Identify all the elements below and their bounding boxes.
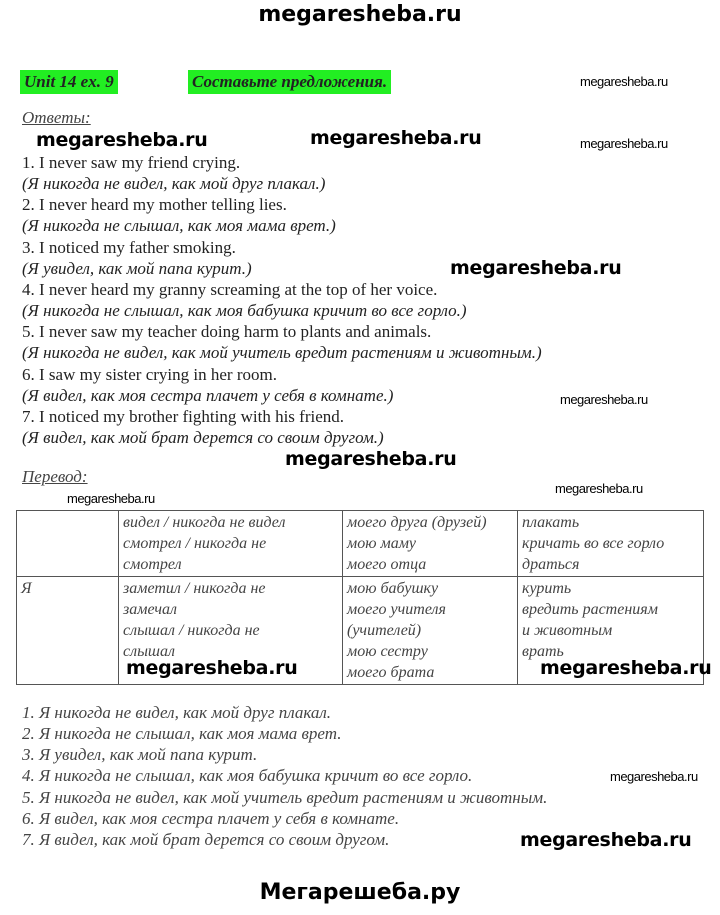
sentence: 3. Я увидел, как мой папа курит. <box>22 745 258 765</box>
sentence: 6. Я видел, как моя сестра плачет у себя в комнате. <box>22 808 400 828</box>
table-cell: видел / никогда не видел смотрел / никогда не смотрел <box>119 511 343 577</box>
sentence: 1. Я никогда не видел, как мой друг плакал. <box>22 703 332 722</box>
answer-ru: (Я никогда не слышал, как моя мама врет.) <box>22 216 336 236</box>
answer-en: 5. I never saw my teacher doing harm to plants and animals. <box>22 322 432 342</box>
answer-ru: (Я видел, как мой брат дерется со своим другом.) <box>22 428 384 448</box>
table-cell: курить вредить растениям и животным врать <box>518 577 704 685</box>
watermark: megaresheba.ru <box>580 74 668 89</box>
translation-heading: Перевод: <box>22 467 88 486</box>
answer-en: 3. I noticed my father smoking. <box>22 237 236 257</box>
table-cell <box>17 511 119 577</box>
table-cell: мою бабушку моего учителя (учителей) мою сестру моего брата <box>343 577 518 685</box>
watermark: megaresheba.ru <box>610 769 698 784</box>
sentence: 4. Я никогда не слышал, как моя бабушка кричит во все горло. <box>22 766 473 786</box>
watermark: megaresheba.ru <box>560 392 648 407</box>
answer-en: 1. I never saw my friend crying. <box>22 153 241 172</box>
watermark: megaresheba.ru <box>520 829 692 851</box>
answer-ru: (Я увидел, как мой папа курит.) <box>22 258 252 278</box>
answers-list <box>22 152 542 448</box>
watermark: megaresheba.ru <box>67 491 155 506</box>
watermark: megaresheba.ru <box>540 657 712 679</box>
answers-heading: Ответы: <box>22 108 91 127</box>
answer-en: 7. I noticed my brother fighting with his friend. <box>22 406 344 426</box>
answer-en: 2. I never heard my mother telling lies. <box>22 195 287 215</box>
table-row <box>17 511 704 577</box>
answer-ru: (Я видел, как моя сестра плачет у себя в комнате.) <box>22 385 394 405</box>
answer-ru: (Я никогда не слышал, как моя бабушка кричит во все горло.) <box>22 301 467 321</box>
table-cell: плакать кричать во все горло драться <box>518 511 704 577</box>
site-header: megaresheba.ru <box>258 2 462 27</box>
table-cell: заметил / никогда не замечал слышал / никогда не слышал <box>119 577 343 685</box>
answer-ru: (Я никогда не видел, как мой друг плакал.) <box>22 174 326 194</box>
unit-label: Unit 14 ex. 9 <box>20 70 118 94</box>
table-cell: моего друга (друзей) мою маму моего отца <box>343 511 518 577</box>
site-footer: Мегарешеба.ру <box>259 880 461 905</box>
answer-en: 4. I never heard my granny screaming at the top of her voice. <box>22 279 438 299</box>
watermark: megaresheba.ru <box>580 136 668 151</box>
sentence: 5. Я никогда не видел, как мой учитель вредит растениям и животным. <box>22 787 548 807</box>
sentences-list <box>22 702 547 850</box>
sentence: 2. Я никогда не слышал, как моя мама врет. <box>22 724 342 744</box>
task-title: Составьте предложения. <box>188 70 391 94</box>
watermark: megaresheba.ru <box>310 127 482 149</box>
watermark: megaresheba.ru <box>36 129 208 151</box>
sentence: 7. Я видел, как мой брат дерется со своим другом. <box>22 829 390 849</box>
watermark: megaresheba.ru <box>555 481 643 496</box>
answer-en: 6. I saw my sister crying in her room. <box>22 364 277 384</box>
watermark: megaresheba.ru <box>285 448 457 470</box>
answer-ru: (Я никогда не видел, как мой учитель вредит растениям и животным.) <box>22 343 542 363</box>
watermark: megaresheba.ru <box>126 657 298 679</box>
table-cell: Я <box>17 577 119 685</box>
watermark: megaresheba.ru <box>450 257 622 279</box>
